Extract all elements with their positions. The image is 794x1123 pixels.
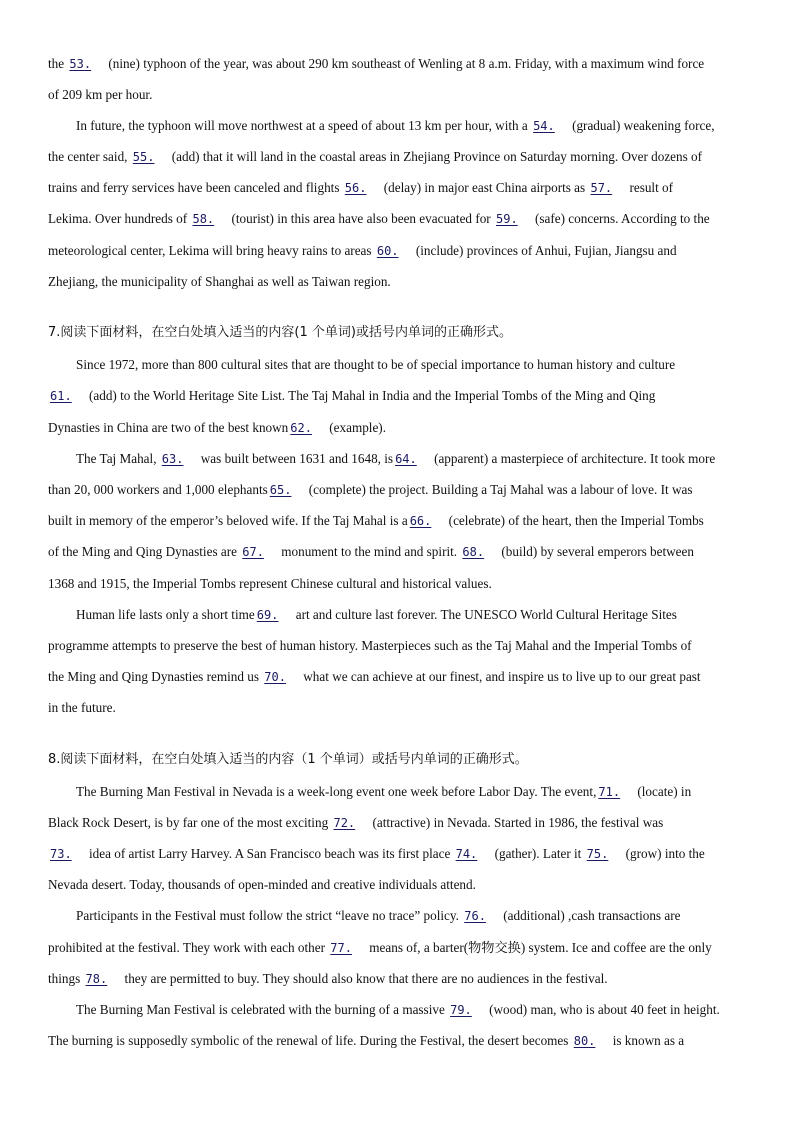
answer-blank[interactable]: 64. xyxy=(395,452,417,466)
text-line xyxy=(48,636,754,656)
text-line xyxy=(48,938,754,958)
text-line xyxy=(48,574,754,594)
answer-blank[interactable]: 72. xyxy=(333,816,356,830)
text-run: things xyxy=(48,971,84,986)
text-run: (build) by several emperors between xyxy=(498,544,694,559)
text-line xyxy=(76,782,754,802)
text-line xyxy=(48,272,754,292)
text-run: (celebrate) of the heart, then the Imperial Tombs xyxy=(445,513,704,528)
answer-blank[interactable]: 55. xyxy=(132,150,155,164)
text-line xyxy=(48,480,754,500)
text-line xyxy=(48,969,754,989)
text-line xyxy=(76,605,754,625)
text-line xyxy=(76,906,754,926)
text-line xyxy=(48,813,754,833)
answer-blank[interactable]: 71. xyxy=(598,785,621,799)
answer-blank[interactable]: 73. xyxy=(50,847,72,861)
answer-blank[interactable]: 75. xyxy=(586,847,609,861)
text-line xyxy=(76,355,754,375)
text-run: the center said, xyxy=(48,149,131,164)
text-run: (complete) the project. Building a Taj Mahal was a labour of love. It was xyxy=(305,482,693,497)
text-run: Human life lasts only a short time xyxy=(76,607,255,622)
answer-blank[interactable]: 65. xyxy=(269,483,292,497)
text-run: is known as a xyxy=(609,1033,685,1048)
text-run: idea of artist Larry Harvey. A San Francisco beach was its first place xyxy=(85,846,454,861)
text-run: Zhejiang, the municipality of Shanghai as well as Taiwan region. xyxy=(48,274,391,289)
text-run: Participants in the Festival must follow the strict “leave no trace” policy. xyxy=(76,908,463,923)
answer-blank[interactable]: 78. xyxy=(85,972,108,986)
section-heading-7 xyxy=(48,323,754,343)
text-run: Lekima. Over hundreds of xyxy=(48,211,191,226)
text-run: of the Ming and Qing Dynasties are xyxy=(48,544,241,559)
answer-blank[interactable]: 60. xyxy=(376,244,399,258)
answer-blank[interactable]: 74. xyxy=(455,847,478,861)
text-run: (tourist) in this area have also been evacuated for xyxy=(228,211,494,226)
text-run: (additional) ,cash transactions are xyxy=(499,908,681,923)
text-line xyxy=(48,147,754,167)
text-run: (delay) in major east China airports as xyxy=(380,180,589,195)
text-run: The Burning Man Festival in Nevada is a week-long event one week before Labor Day. The event, xyxy=(76,784,597,799)
text-line xyxy=(48,241,754,261)
text-run: (safe) concerns. According to the xyxy=(531,211,710,226)
text-run: (locate) in xyxy=(634,784,692,799)
text-run: (grow) into the xyxy=(622,846,705,861)
text-run: the Ming and Qing Dynasties remind us xyxy=(48,669,263,684)
answer-blank[interactable]: 53. xyxy=(69,57,92,71)
text-run: meteorological center, Lekima will bring heavy rains to areas xyxy=(48,243,375,258)
text-run: (gather). Later it xyxy=(491,846,585,861)
answer-blank[interactable]: 57. xyxy=(590,181,613,195)
text-run: The burning is supposedly symbolic of the renewal of life. During the Festival, the desert becomes xyxy=(48,1033,572,1048)
text-run: built in memory of the emperor’s beloved wife. If the Taj Mahal is a xyxy=(48,513,408,528)
answer-blank[interactable]: 61. xyxy=(50,389,72,403)
text-line xyxy=(48,54,754,74)
text-run: In future, the typhoon will move northwest at a speed of about 13 km per hour, with a xyxy=(76,118,532,133)
text-run: The Taj Mahal, xyxy=(76,451,160,466)
answer-blank[interactable]: 80. xyxy=(573,1034,596,1048)
text-line xyxy=(76,449,754,469)
text-line xyxy=(48,85,754,105)
text-run: (include) provinces of Anhui, Fujian, Jiangsu and xyxy=(412,243,677,258)
text-run: they are permitted to buy. They should also know that there are no audiences in the festival. xyxy=(121,971,608,986)
text-line xyxy=(48,844,754,864)
text-line xyxy=(48,209,754,229)
text-run: result of xyxy=(626,180,674,195)
answer-blank[interactable]: 79. xyxy=(450,1003,472,1017)
text-run: 7.阅读下面材料，在空白处填入适当的内容(1 个单词)或括号内单词的正确形式。 xyxy=(48,325,512,340)
answer-blank[interactable]: 59. xyxy=(496,212,518,226)
answer-blank[interactable]: 67. xyxy=(242,545,264,559)
text-run: 8.阅读下面材料，在空白处填入适当的内容（1 个单词）或括号内单词的正确形式。 xyxy=(48,752,528,767)
answer-blank[interactable]: 77. xyxy=(330,941,352,955)
text-run: prohibited at the festival. They work with each other xyxy=(48,940,329,955)
text-run: Since 1972, more than 800 cultural sites that are thought to be of special importance to human history and culture xyxy=(76,357,676,372)
answer-blank[interactable]: 58. xyxy=(192,212,215,226)
text-line xyxy=(76,116,754,136)
text-run: the xyxy=(48,56,68,71)
text-run: 1368 and 1915, the Imperial Tombs represent Chinese cultural and historical values. xyxy=(48,576,492,591)
text-line xyxy=(48,511,754,531)
text-line xyxy=(48,1031,754,1051)
answer-blank[interactable]: 76. xyxy=(464,909,486,923)
text-run: (apparent) a masterpiece of architecture. It took more xyxy=(430,451,716,466)
section-heading-8 xyxy=(48,750,754,770)
text-run: Black Rock Desert, is by far one of the most exciting xyxy=(48,815,332,830)
text-run: art and culture last forever. The UNESCO World Cultural Heritage Sites xyxy=(292,607,677,622)
answer-blank[interactable]: 62. xyxy=(290,421,312,435)
text-run: (add) that it will land in the coastal areas in Zhejiang Province on Saturday morning. Over dozens of xyxy=(168,149,703,164)
text-run: means of, a barter(物物交换) system. Ice and coffee are the only xyxy=(365,940,712,955)
text-run: what we can achieve at our finest, and inspire us to live up to our great past xyxy=(299,669,701,684)
text-line xyxy=(48,178,754,198)
answer-blank[interactable]: 56. xyxy=(344,181,367,195)
text-run: (nine) typhoon of the year, was about 290 km southeast of Wenling at 8 a.m. Friday, with a maximum wind force xyxy=(105,56,705,71)
text-run: was built between 1631 and 1648, is xyxy=(197,451,394,466)
text-run: The Burning Man Festival is celebrated with the burning of a massive xyxy=(76,1002,449,1017)
text-line xyxy=(76,1000,754,1020)
answer-blank[interactable]: 66. xyxy=(409,514,432,528)
text-line xyxy=(48,698,754,718)
text-run: (gradual) weakening force, xyxy=(568,118,715,133)
text-line xyxy=(48,667,754,687)
text-run: (example). xyxy=(325,420,386,435)
text-run: (add) to the World Heritage Site List. The Taj Mahal in India and the Imperial Tombs of the Ming and Qing xyxy=(85,388,656,403)
text-line xyxy=(48,418,754,438)
text-run: programme attempts to preserve the best of human history. Masterpieces such as the Taj Mahal and the Imperial Tombs of xyxy=(48,638,692,653)
text-run: Nevada desert. Today, thousands of open-minded and creative individuals attend. xyxy=(48,877,476,892)
text-run: in the future. xyxy=(48,700,116,715)
text-line xyxy=(48,542,754,562)
text-line xyxy=(48,386,754,406)
answer-blank[interactable]: 63. xyxy=(161,452,184,466)
text-run: (wood) man, who is about 40 feet in height. xyxy=(485,1002,720,1017)
text-run: Dynasties in China are two of the best known xyxy=(48,420,289,435)
text-run: of 209 km per hour. xyxy=(48,87,153,102)
text-run: than 20, 000 workers and 1,000 elephants xyxy=(48,482,268,497)
answer-blank[interactable]: 69. xyxy=(256,608,279,622)
answer-blank[interactable]: 68. xyxy=(462,545,485,559)
text-run: monument to the mind and spirit. xyxy=(277,544,461,559)
text-run: (attractive) in Nevada. Started in 1986, the festival was xyxy=(369,815,664,830)
answer-blank[interactable]: 70. xyxy=(264,670,286,684)
text-run: trains and ferry services have been canceled and flights xyxy=(48,180,343,195)
answer-blank[interactable]: 54. xyxy=(533,119,555,133)
text-line xyxy=(48,875,754,895)
